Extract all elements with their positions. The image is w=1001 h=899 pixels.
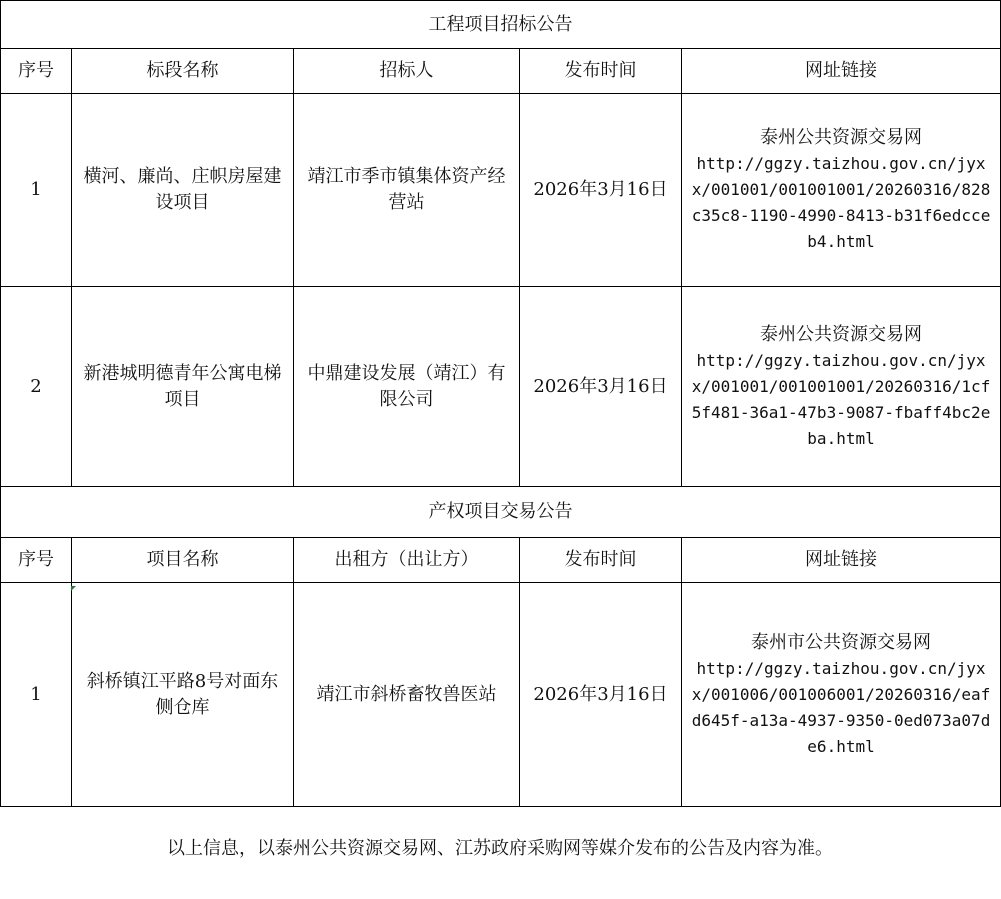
section1-title: 工程项目招标公告 xyxy=(1,1,1001,49)
row-link-cell xyxy=(682,583,1001,807)
header-party: 出租方（出让方） xyxy=(294,538,520,583)
header-date: 发布时间 xyxy=(520,538,682,583)
url-link[interactable]: http://ggzy.taizhou.gov.cn/jyxx/001006/001006001/20260316/eafd645f-a13a-4937-9350-0ed073a07de6.html xyxy=(691,658,991,756)
url-link[interactable]: http://ggzy.taizhou.gov.cn/jyxx/001001/001001001/20260316/1cf5f481-36a1-47b3-9087-fbaff4bc2eba.html xyxy=(691,350,991,448)
row-index: 1 xyxy=(1,583,72,807)
header-link: 网址链接 xyxy=(682,49,1001,94)
table-row xyxy=(1,583,1001,807)
row-index: 2 xyxy=(1,287,72,487)
table-row xyxy=(1,287,1001,487)
section2-title: 产权项目交易公告 xyxy=(1,487,1001,538)
section1-header-row xyxy=(1,49,1001,94)
row-name: 新港城明德青年公寓电梯项目 xyxy=(72,287,294,487)
url-link[interactable]: http://ggzy.taizhou.gov.cn/jyxx/001001/001001001/20260316/828c35c8-1190-4990-8413-b31f6edcceb4.html xyxy=(691,154,991,251)
row-date: 2026年3月16日 xyxy=(520,287,682,487)
site-name: 泰州公共资源交易网 xyxy=(760,127,923,148)
section2-header-row xyxy=(1,538,1001,583)
table-row xyxy=(1,94,1001,287)
header-name: 标段名称 xyxy=(72,49,294,94)
row-date: 2026年3月16日 xyxy=(520,94,682,287)
row-party: 靖江市季市镇集体资产经营站 xyxy=(294,94,520,287)
site-name: 泰州公共资源交易网 xyxy=(760,323,923,345)
header-link: 网址链接 xyxy=(682,538,1001,583)
row-party: 靖江市斜桥畜牧兽医站 xyxy=(294,583,520,807)
header-index: 序号 xyxy=(1,538,72,583)
row-link-cell xyxy=(682,94,1001,287)
row-name: 横河、廉尚、庄帜房屋建设项目 xyxy=(72,94,294,287)
site-name: 泰州市公共资源交易网 xyxy=(751,631,932,653)
header-party: 招标人 xyxy=(294,49,520,94)
footer-note: 以上信息，以泰州公共资源交易网、江苏政府采购网等媒介发布的公告及内容为准。 xyxy=(167,838,833,859)
header-date: 发布时间 xyxy=(520,49,682,94)
cell-error-marker xyxy=(71,586,76,591)
row-date: 2026年3月16日 xyxy=(520,583,682,807)
row-party: 中鼎建设发展（靖江）有限公司 xyxy=(294,287,520,487)
section1-title-row xyxy=(1,1,1001,49)
row-link-cell xyxy=(682,287,1001,487)
section2-title-row xyxy=(1,487,1001,538)
header-name: 项目名称 xyxy=(72,538,294,583)
row-name: 斜桥镇江平路8号对面东侧仓库 xyxy=(72,583,294,807)
row-index: 1 xyxy=(1,94,72,287)
header-index: 序号 xyxy=(1,49,72,94)
